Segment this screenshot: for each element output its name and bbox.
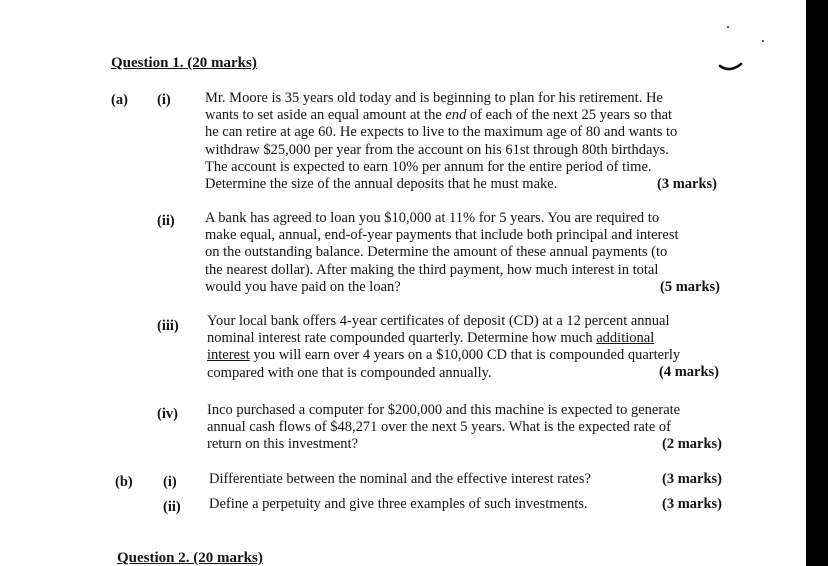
subquestion-b-ii-text: Define a perpetuity and give three examples of such investments. [209, 496, 588, 512]
marks-a-iii: (4 marks) [659, 364, 720, 380]
subquestion-b-i-label: (i) [163, 474, 177, 490]
text-line: on the outstanding balance. Determine the amount of these annual payments (to [205, 244, 668, 261]
text-line: return on this investment? [207, 436, 359, 453]
part-a-label: (a) [111, 92, 128, 108]
text-line: Determine the size of the annual deposits that he must make. [205, 176, 558, 193]
scan-speck [727, 26, 729, 28]
marks-b-i: (3 marks) [662, 471, 723, 487]
subquestion-a-iii-label: (iii) [157, 318, 179, 334]
text-line: compared with one that is compounded annually. [207, 364, 492, 381]
subquestion-b-ii-label: (ii) [163, 499, 181, 515]
subquestion-a-i-label: (i) [157, 92, 171, 108]
text-line: Mr. Moore is 35 years old today and is beginning to plan for his retirement. He [205, 90, 663, 106]
subquestion-a-ii-text [205, 210, 725, 296]
text-line: Inco purchased a computer for $200,000 and this machine is expected to generate [207, 402, 681, 418]
text-line: A bank has agreed to loan you $10,000 at 11% for 5 years. You are required to [205, 210, 660, 226]
underlined-interest: interest [207, 347, 250, 364]
question-2-heading: Question 2. (20 marks) [117, 550, 263, 566]
scan-speck [762, 40, 764, 42]
text-line: withdraw $25,000 per year from the account on his 61st through 80th birthdays. [205, 141, 669, 158]
question-1-heading: Question 1. (20 marks) [111, 55, 257, 71]
text-line: Your local bank offers 4-year certificates of deposit (CD) at a 12 percent annual [207, 313, 670, 329]
text-line: would you have paid on the loan? [205, 278, 401, 295]
text-line: interest you will earn over 4 years on a $10,000 CD that is compounded quarterly [207, 347, 681, 364]
marks-b-ii: (3 marks) [662, 496, 723, 512]
subquestion-b-i-text: Differentiate between the nominal and the effective interest rates? [209, 471, 591, 487]
text-line: The account is expected to earn 10% per annum for the entire period of time. [205, 158, 652, 175]
text-line: annual cash flows of $48,271 over the next 5 years. What is the expected rate of [207, 419, 671, 436]
subquestion-a-ii-label: (ii) [157, 213, 175, 229]
subquestion-a-i-text [205, 90, 725, 193]
text-line: the nearest dollar). After making the third payment, how much interest in total [205, 261, 659, 278]
marks-a-i: (3 marks) [657, 176, 718, 192]
text-line: make equal, annual, end-of-year payments that include both principal and interest [205, 227, 679, 244]
emphasis-end: end [445, 107, 467, 124]
text-line: nominal interest rate compounded quarterly. Determine how much additional [207, 330, 655, 347]
pen-mark [718, 60, 744, 74]
text-line: he can retire at age 60. He expects to live to the maximum age of 80 and wants to [205, 124, 678, 141]
marks-a-iv: (2 marks) [662, 436, 723, 452]
part-b-label: (b) [115, 474, 133, 490]
underlined-additional: additional [596, 330, 655, 347]
text-line: wants to set aside an equal amount at the end of each of the next 25 years so that [205, 107, 673, 124]
subquestion-a-iii-text [207, 313, 727, 382]
marks-a-ii: (5 marks) [660, 279, 721, 295]
subquestion-a-iv-text [207, 402, 727, 454]
subquestion-a-iv-label: (iv) [157, 406, 178, 422]
